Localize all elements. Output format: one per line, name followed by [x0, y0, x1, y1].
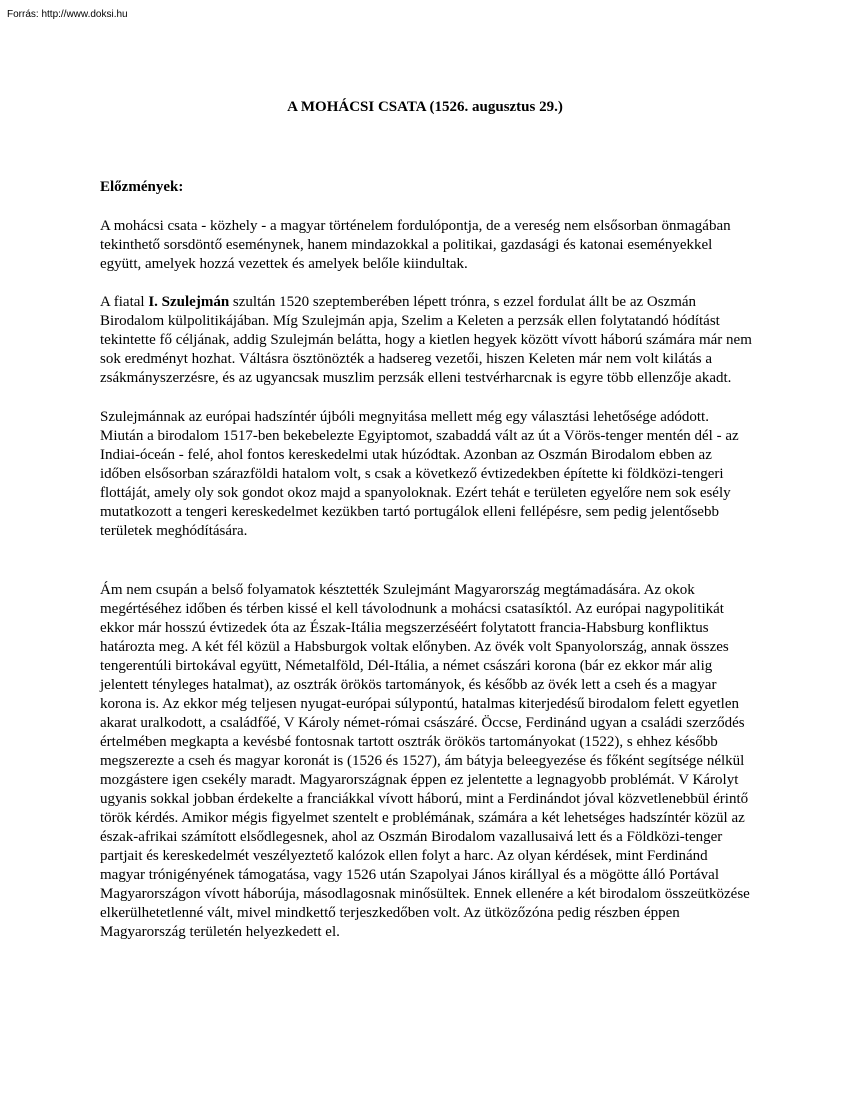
paragraph-2: [100, 293, 755, 388]
paragraph-2-rest: szultán 1520 szeptemberében lépett trónra, s ezzel fordulat állt be az Oszmán Birodalom külpolitikájában. Míg Szulejmán apja, Szelim a Keleten a perzsák ellen folytatandó hódítást tekintette fő céljának, addig Szulejmán belátta, hogy a kietlen hegyek között vívott háború számára már nem sok eredményt hozhat. Váltásra ösztönözték a hadsereg vezetői, hiszen Keleten már nem volt kilátás a zsákmányszerzésre, és az ugyancsak muszlim perzsák elleni testvérharcnak is egyre több ellenzője akadt.: [100, 294, 752, 386]
page-title: A MOHÁCSI CSATA (1526. augusztus 29.): [287, 99, 563, 115]
source-label: Forrás: http://www.doksi.hu: [7, 9, 128, 20]
paragraph-4: Ám nem csupán a belső folyamatok késztették Szulejmánt Magyarország megtámadására. Az okok megértéséhez időben és térben kissé el kell távolodnunk a mohácsi csatasíktól. Az európai nagypolitikát ekkor már hosszú évtizedek óta az Észak-Itália megszerzéséért folytatott francia-Habsburg konfliktus határozta meg. A két fél közül a Habsburgok voltak előnyben. Az övék volt Spanyolország, annak összes tengerentúli birtokával együtt, Németalföld, Dél-Itália, a német császári korona (bár ez ekkor már alig jelentett tényleges hatalmat), az osztrák örökös tartományok, és később az övék lett a cseh és a magyar korona is. Az ekkor még teljesen nyugat-európai súlypontú, hatalmas kiterjedésű birodalom felett egyetlen akarat uralkodott, a családfőé, V Károly német-római császáré. Öccse, Ferdinánd ugyan a családi szerződés értelmében megkapta a kevésbé fontosnak tartott osztrák örökös tartományokat (1522), s ehhez később megszerezte a cseh és magyar koronát is (1526 és 1527), ám bátyja beleegyezése és főként segítsége nélkül mozgástere igen csekély maradt. Magyarországnak éppen ez jelentette a legnagyobb problémát. V Károlyt ugyanis sokkal jobban érdekelte a franciákkal vívott háború, mint a Ferdinándot jóval közvetlenebbül érintő török kérdés. Amikor mégis figyelmet szentelt e problémának, számára a két lehetséges hadszíntér közül az észak-afrikai számított elsődlegesnek, ahol az Oszmán Birodalom vazallusaivá lett és a Földközi-tenger partjait és kereskedelmét veszélyeztető kalózok ellen folyt a harc. Az olyan kérdések, mint Ferdinánd magyar trónigényének támogatása, vagy 1526 után Szapolyai János királlyal és a mögötte álló Portával Magyarországon vívott háborúja, másodlagosnak minősültek. Ennek ellenére a két birodalom összeütközése elkerülhetetlenné vált, mivel mindkettő terjeszkedőben volt. Az ütközőzóna pedig részben éppen Magyarország területén helyezkedett el.: [100, 582, 750, 940]
section-heading: Előzmények:: [100, 179, 184, 195]
paragraph-2-name: I. Szulejmán: [148, 294, 230, 310]
paragraph-3: Szulejmánnak az európai hadszíntér újbóli megnyitása mellett még egy választási lehetősége adódott. Miután a birodalom 1517-ben bekebelezte Egyiptomot, szabaddá vált az út a Vörös-tenger mentén dél - az Indiai-óceán - felé, ahol fontos kereskedelmi utak húzódtak. Azonban az Oszmán Birodalom ebben az időben elsősorban szárazföldi hatalom volt, s csak a következő évtizedekben építette ki földközi-tengeri flottáját, amely oly sok gondot okoz majd a spanyoloknak. Ezért tehát e területen egyelőre nem sok esély mutatkozott a tengeri kereskedelmet kezükben tartó portugálok elleni fellépésre, sem pedig jelentősebb területek meghódítására.: [100, 409, 739, 539]
paragraph-1: A mohácsi csata - közhely - a magyar történelem fordulópontja, de a vereség nem elsősorban önmagában tekinthető sorsdöntő eseménynek, hanem mindazokkal a politikai, gazdasági és katonai eseményekkel együtt, amelyek hozzá vezettek és amelyek belőle kiindultak.: [100, 218, 731, 272]
paragraph-2-lead: A fiatal: [100, 294, 149, 310]
